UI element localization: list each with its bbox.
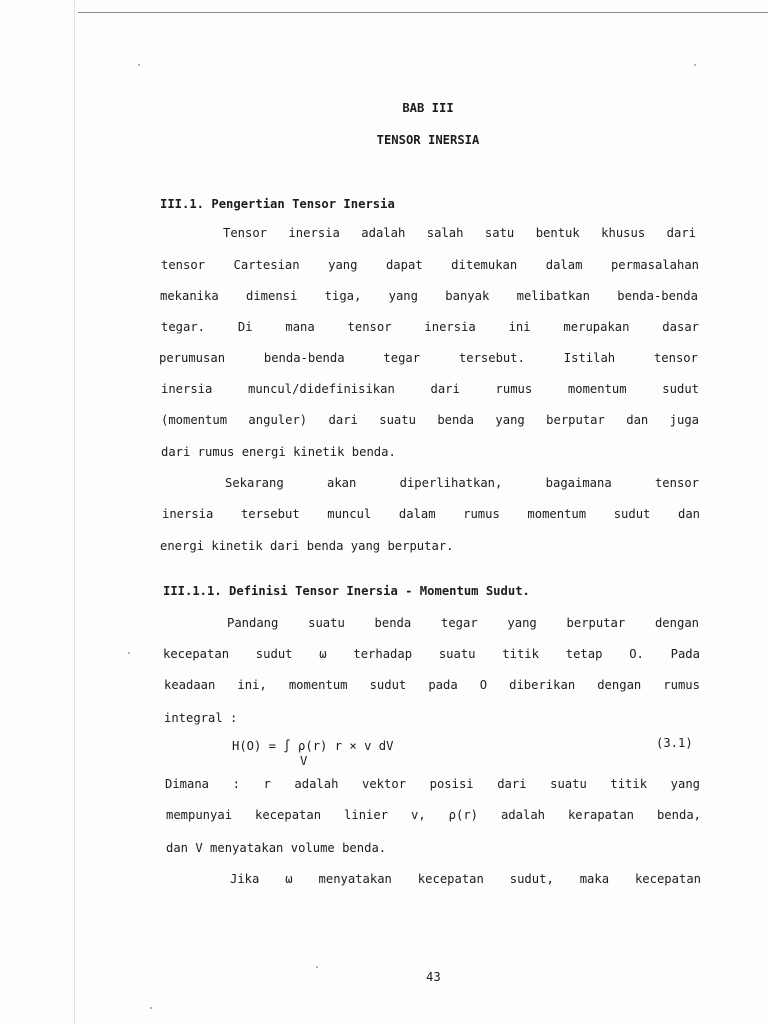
- paragraph-line: tensor Cartesian yang dapat ditemukan dalam permasalahan: [161, 258, 699, 272]
- paragraph-line: energi kinetik dari benda yang berputar.: [160, 539, 454, 553]
- scan-speck: [128, 652, 130, 654]
- paragraph-line: tegar. Di mana tensor inersia ini merupakan dasar: [161, 320, 699, 334]
- left-scan-edge: [74, 0, 75, 1024]
- paragraph-line: mekanika dimensi tiga, yang banyak melibatkan benda-benda: [160, 289, 698, 303]
- paragraph-line: kecepatan sudut ω terhadap suatu titik tetap O. Pada: [163, 647, 700, 661]
- paragraph-line: Pandang suatu benda tegar yang berputar dengan: [227, 616, 699, 630]
- equation-number: (3.1): [656, 736, 693, 750]
- scan-speck: [138, 64, 140, 66]
- paragraph-line: keadaan ini, momentum sudut pada O diberikan dengan rumus: [164, 678, 700, 692]
- paragraph-line: dari rumus energi kinetik benda.: [161, 445, 396, 459]
- chapter-label: BAB III: [402, 101, 454, 115]
- chapter-title: TENSOR INERSIA: [376, 133, 480, 147]
- equation: H(O) = ∫ ρ(r) r × v dV: [232, 739, 394, 753]
- scan-speck: [316, 966, 318, 968]
- paragraph-line: integral :: [164, 711, 238, 725]
- paragraph-line: Dimana : r adalah vektor posisi dari suatu titik yang: [165, 777, 700, 791]
- subsection-heading: III.1.1. Definisi Tensor Inersia - Momentum Sudut.: [163, 584, 530, 598]
- paragraph-line: Jika ω menyatakan kecepatan sudut, maka kecepatan: [230, 872, 701, 886]
- scan-speck: [694, 64, 696, 66]
- paragraph-line: dan V menyatakan volume benda.: [166, 841, 387, 855]
- scan-speck: [150, 1007, 152, 1009]
- page-number: 43: [426, 970, 441, 984]
- paragraph-line: inersia muncul/didefinisikan dari rumus momentum sudut: [161, 382, 699, 396]
- paragraph-line: Sekarang akan diperlihatkan, bagaimana tensor: [225, 476, 699, 490]
- paragraph-line: perumusan benda-benda tegar tersebut. Istilah tensor: [159, 351, 698, 365]
- equation-subscript: V: [300, 754, 308, 768]
- paragraph-line: inersia tersebut muncul dalam rumus momentum sudut dan: [162, 507, 700, 521]
- paragraph-line: Tensor inersia adalah salah satu bentuk khusus dari: [223, 226, 696, 240]
- paragraph-line: mempunyai kecepatan linier v, ρ(r) adalah kerapatan benda,: [166, 808, 701, 822]
- paragraph-line: (momentum anguler) dari suatu benda yang berputar dan juga: [161, 413, 699, 427]
- section-heading: III.1. Pengertian Tensor Inersia: [160, 197, 395, 211]
- top-scan-edge: [78, 12, 768, 13]
